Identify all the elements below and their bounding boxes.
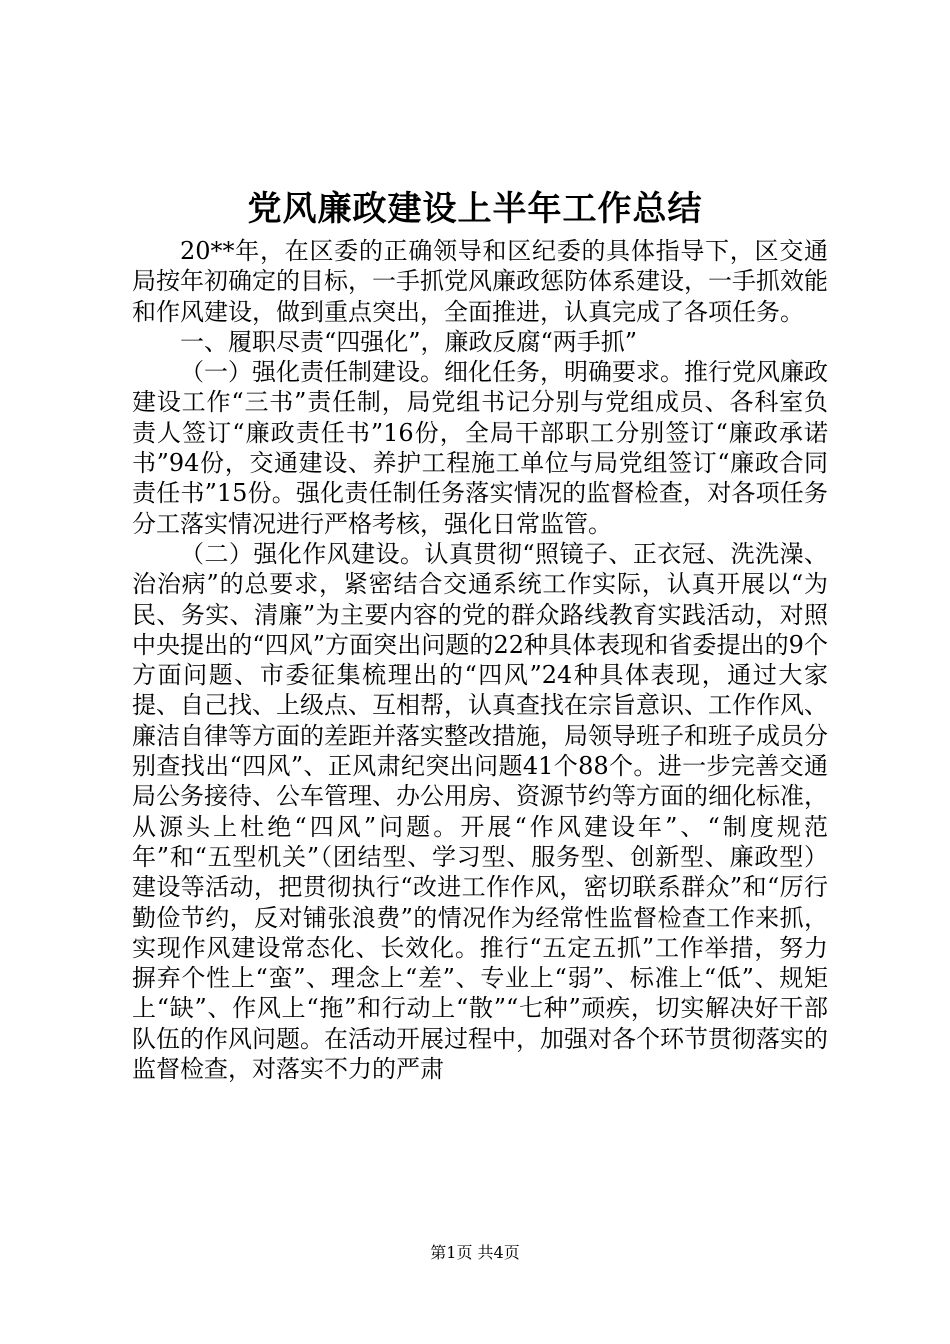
document-title: 党风廉政建设上半年工作总结 bbox=[247, 189, 703, 229]
paragraph-intro: 20**年，在区委的正确领导和区纪委的具体指导下，区交通局按年初确定的目标，一手抓党风廉政惩防体系建设，一手抓效能和作风建设，做到重点突出，全面推进，认真完成了各项任务。 bbox=[132, 237, 828, 326]
document-body bbox=[132, 236, 828, 1084]
page-number: 第1页 bbox=[430, 1243, 473, 1262]
page-total: 共4页 bbox=[477, 1243, 520, 1262]
section-heading-1: 一、履职尽责“四强化”，廉政反腐“两手抓” bbox=[180, 327, 638, 356]
paragraph-work-style: （二）强化作风建设。认真贯彻“照镜子、正衣冠、洗洗澡、治治病”的总要求，紧密结合交通系统工作实际，认真开展以“为民、务实、清廉”为主要内容的党的群众路线教育实践活动，对照中央提出的“四风”方面突出问题的22种具体表现和省委提出的9个方面问题、市委征集梳理出的“四风”24种具体表现，通过大家提、自己找、上级点、互相帮，认真查找在宗旨意识、工作作风、廉洁自律等方面的差距并落实整改措施，局领导班子和班子成员分别查找出“四风”、正风肃纪突出问题41个88个。进一步完善交通局公务接待、公车管理、办公用房、资源节约等方面的细化标准，从源头上杜绝“四风”问题。开展“作风建设年”、“制度规范年”和“五型机关”（团结型、学习型、服务型、创新型、廉政型）建设等活动，把贯彻执行“改进工作作风，密切联系群众”和“厉行勤俭节约，反对铺张浪费”的情况作为经常性监督检查工作来抓，实现作风建设常态化、长效化。推行“五定五抓”工作举措，努力摒弃个性上“蛮”、理念上“差”、专业上“弱”、标准上“低”、规矩上“缺”、作风上“拖”和行动上“散”“七种”顽疾，切实解决好干部队伍的作风问题。在活动开展过程中，加强对各个环节贯彻落实的监督检查，对落实不力的严肃 bbox=[132, 539, 828, 1084]
page-footer bbox=[0, 1242, 950, 1264]
paragraph-responsibility: （一）强化责任制建设。细化任务，明确要求。推行党风廉政建设工作“三书”责任制，局党组书记分别与党组成员、各科室负责人签订“廉政责任书”16份，全局干部职工分别签订“廉政承诺书”94份，交通建设、养护工程施工单位与局党组签订“廉政合同责任书”15份。强化责任制任务落实情况的监督检查，对各项任务分工落实情况进行严格考核，强化日常监管。 bbox=[132, 358, 828, 538]
